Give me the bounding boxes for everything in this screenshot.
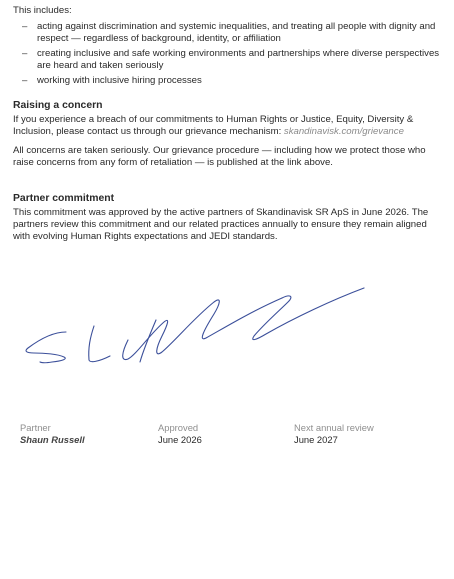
partner-name: Shaun Russell: [20, 434, 85, 445]
concern-followup: All concerns are taken seriously. Our grievance procedure — including how we protect those who raise concerns from any form of retaliation — is published at the link above.: [13, 145, 426, 168]
list-item-text: acting against discrimination and systemic inequalities, and treating all people with dignity and respect — regardless of background, identity, or affiliation: [37, 21, 436, 44]
approved-meta: [158, 422, 202, 446]
partner-heading: Partner commitment: [13, 193, 115, 204]
partner-label: Partner: [20, 422, 51, 433]
approved-label: Approved: [158, 422, 199, 433]
intro-text: This includes:: [13, 5, 72, 16]
commitment-list: [13, 21, 443, 90]
partner-paragraph: This commitment was approved by the active partners of Skandinavisk SR ApS in June 2026. The partners review this commitment and our related practices annually to ensure they remain aligned with evolving Human Rights expectations and JEDI standards.: [13, 207, 429, 242]
concern-paragraph: [13, 114, 445, 138]
list-item: [13, 75, 443, 87]
bullet-dash: –: [22, 48, 28, 59]
approved-value: June 2026: [158, 434, 202, 445]
partner-meta: [20, 422, 85, 446]
bullet-dash: –: [22, 21, 28, 32]
concern-heading: Raising a concern: [13, 100, 103, 111]
list-item-text: working with inclusive hiring processes: [37, 75, 202, 86]
grievance-link[interactable]: skandinavisk.com/grievance: [283, 126, 404, 137]
review-value: June 2027: [294, 434, 338, 445]
concern-text: If you experience a breach of our commitments to Human Rights or Justice, Equity, Diversity & Inclusion, please contact us through our grievance mechanism:: [13, 114, 414, 137]
review-meta: [294, 422, 374, 446]
partner-signature: [18, 282, 378, 382]
bullet-dash: –: [22, 75, 28, 86]
list-item: [13, 48, 443, 72]
list-item-text: creating inclusive and safe working environments and partnerships where diverse perspectives are heard and taken seriously: [37, 48, 440, 71]
review-label: Next annual review: [294, 422, 374, 433]
list-item: [13, 21, 443, 45]
